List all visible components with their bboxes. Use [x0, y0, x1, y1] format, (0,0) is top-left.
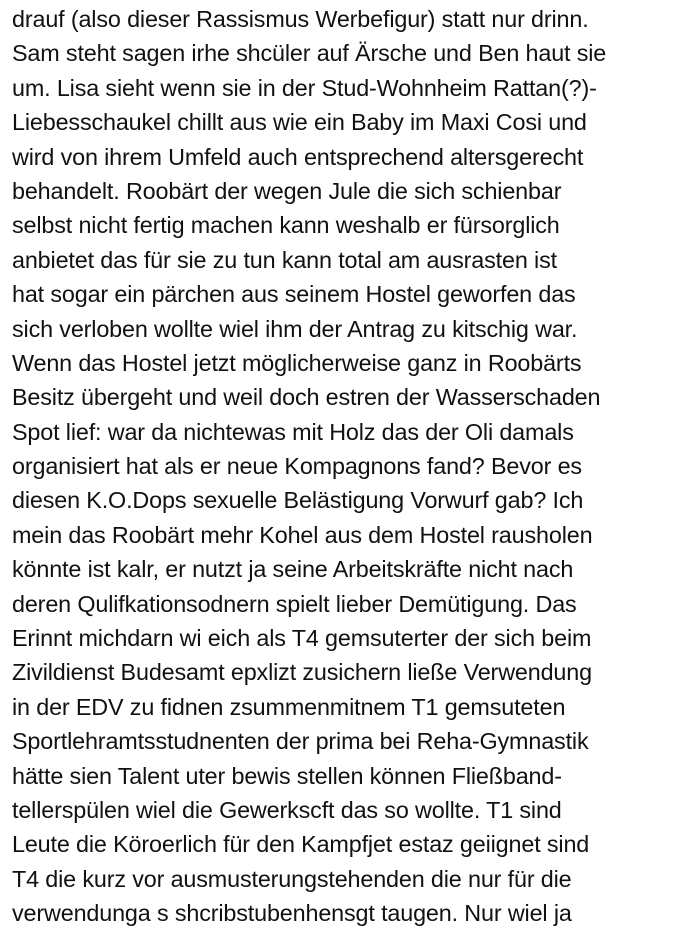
text-line-14: organisiert hat als er neue Kompagnons fand? Bevor es	[12, 453, 582, 480]
text-line-1: drauf (also dieser Rassismus Werbefigur) statt nur drinn.	[12, 6, 589, 32]
text-line-11: Wenn das Hostel jetzt möglicherweise ganz in Roobärts	[12, 349, 582, 376]
text-line-5: wird von ihrem Umfeld auch entsprechend altersgerecht	[12, 143, 584, 170]
text-line-21: in der EDV zu fidnen zsummenmitnem T1 gemsuteten	[12, 693, 566, 720]
text-line-20: Zivildienst Budesamt epxlizt zusichern ließe Verwendung	[12, 659, 592, 686]
text-line-2: Sam steht sagen irhe shcüler auf Ärsche und Ben haut sie	[12, 40, 607, 67]
text-line-8: anbietet das für sie zu tun kann total am ausrasten ist	[12, 246, 557, 273]
text-line-15: diesen K.O.Dops sexuelle Belästigung Vorwurf gab? Ich	[12, 487, 584, 514]
text-line-7: selbst nicht fertig machen kann weshalb er fürsorglich	[12, 212, 560, 239]
body-text	[12, 2, 684, 931]
text-line-10: sich verloben wollte wiel ihm der Antrag zu kitschig war.	[12, 315, 578, 342]
text-line-17: könnte ist kalr, er nutzt ja seine Arbeitskräfte nicht nach	[12, 556, 574, 583]
text-line-23: hätte sien Talent uter bewis stellen können Fließband-	[12, 762, 562, 789]
text-line-16: mein das Roobärt mehr Kohel aus dem Hostel rausholen	[12, 521, 593, 548]
text-line-24: tellerspülen wiel die Gewerkscft das so wollte. T1 sind	[12, 796, 562, 823]
text-line-18: deren Qulifkationsodnern spielt lieber Demütigung. Das	[12, 590, 577, 617]
text-line-4: Liebesschaukel chillt aus wie ein Baby im Maxi Cosi und	[12, 109, 587, 136]
text-line-9: hat sogar ein pärchen aus seinem Hostel geworfen das	[12, 281, 576, 308]
text-line-22: Sportlehramtsstudnenten der prima bei Reha-Gymnastik	[12, 728, 589, 755]
text-line-26: T4 die kurz vor ausmusterungstehenden die nur für die	[12, 865, 572, 892]
text-line-6: behandelt. Roobärt der wegen Jule die sich schienbar	[12, 177, 562, 204]
text-line-12: Besitz übergeht und weil doch estren der Wasserschaden	[12, 384, 601, 411]
text-line-3: um. Lisa sieht wenn sie in der Stud-Wohnheim Rattan(?)-	[12, 74, 597, 101]
text-line-19: Erinnt michdarn wi eich als T4 gemsuterter der sich beim	[12, 625, 592, 652]
text-line-27: verwendunga s shcribstubenhensgt taugen. Nur wiel ja	[12, 900, 572, 927]
text-line-25: Leute die Köroerlich für den Kampfjet estaz geiignet sind	[12, 831, 590, 858]
text-line-13: Spot lief: war da nichtewas mit Holz das der Oli damals	[12, 418, 574, 445]
